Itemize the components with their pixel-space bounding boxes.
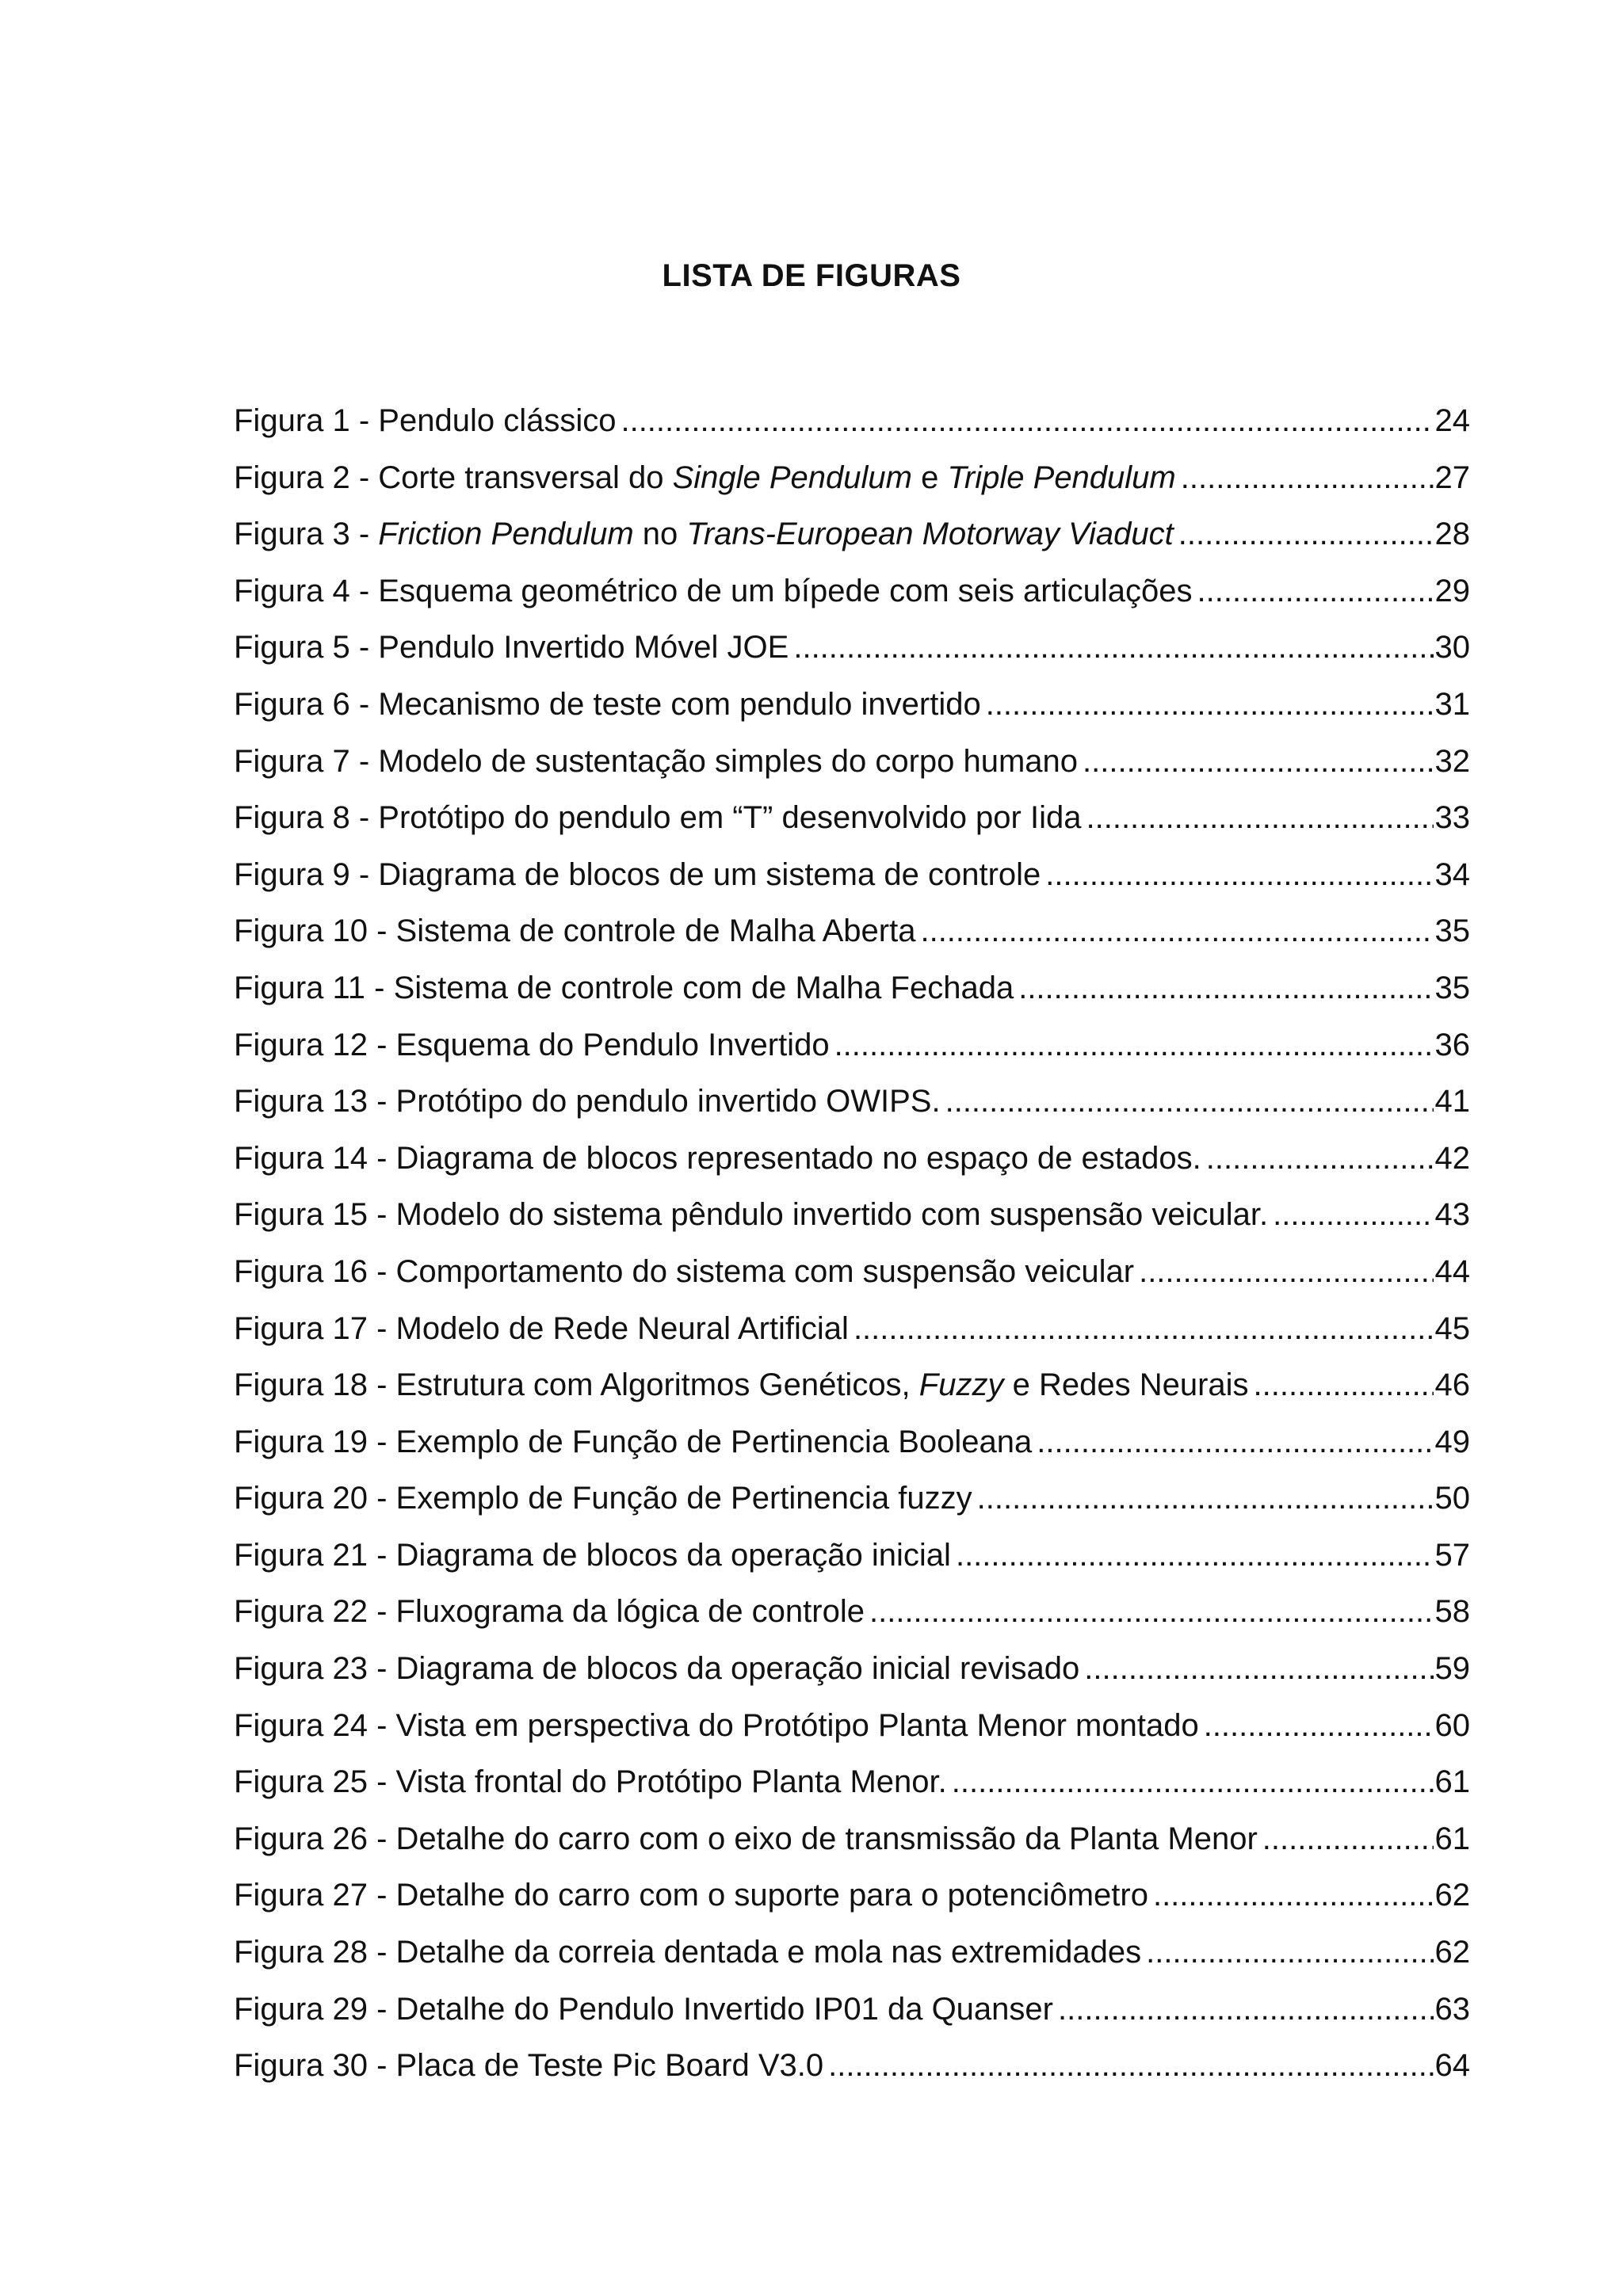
toc-entry[interactable] bbox=[234, 1875, 1470, 1932]
caption-segment: Triple Pendulum bbox=[947, 460, 1176, 495]
dot-leader bbox=[1037, 1421, 1433, 1463]
page-number: 33 bbox=[1434, 800, 1470, 836]
toc-entry[interactable] bbox=[234, 1648, 1470, 1705]
dot-leader bbox=[1178, 513, 1434, 555]
caption-segment: Figura 19 - Exemplo de Função de Pertinencia Booleana bbox=[234, 1424, 1033, 1459]
page-number: 63 bbox=[1434, 1991, 1470, 2027]
page-number: 35 bbox=[1434, 970, 1470, 1005]
toc-entry[interactable] bbox=[234, 741, 1470, 798]
toc-entry[interactable] bbox=[234, 797, 1470, 854]
dot-leader bbox=[828, 2045, 1433, 2086]
caption-segment: Figura 25 - Vista frontal do Protótipo Planta Menor. bbox=[234, 1764, 947, 1800]
toc-entry[interactable] bbox=[234, 513, 1470, 570]
figure-caption bbox=[234, 741, 1083, 782]
caption-segment: Figura 21 - Diagrama de blocos da operação inicial bbox=[234, 1537, 951, 1573]
page-title: LISTA DE FIGURAS bbox=[662, 258, 961, 293]
caption-segment: Figura 1 - Pendulo clássico bbox=[234, 403, 617, 438]
toc-entry[interactable] bbox=[234, 1705, 1470, 1762]
dot-leader bbox=[952, 1761, 1434, 1802]
caption-segment: Single Pendulum bbox=[672, 460, 912, 495]
toc-entry[interactable] bbox=[234, 2045, 1470, 2102]
figure-caption bbox=[234, 1138, 1206, 1179]
figure-caption bbox=[234, 1875, 1153, 1916]
figure-caption bbox=[234, 1421, 1037, 1463]
figure-caption bbox=[234, 1648, 1084, 1689]
page-number: 43 bbox=[1434, 1197, 1470, 1233]
figure-caption bbox=[234, 910, 920, 952]
figure-caption bbox=[234, 1535, 956, 1576]
caption-segment: Figura 7 - Modelo de sustentação simples do corpo humano bbox=[234, 743, 1079, 779]
dot-leader bbox=[854, 1308, 1434, 1349]
figure-caption bbox=[234, 1194, 1273, 1235]
toc-entry[interactable] bbox=[234, 570, 1470, 627]
page-number: 41 bbox=[1434, 1084, 1470, 1119]
caption-segment: Figura 6 - Mecanismo de teste com pendulo invertido bbox=[234, 686, 981, 722]
dot-leader bbox=[1262, 1818, 1434, 1859]
page-number: 32 bbox=[1434, 743, 1470, 779]
caption-segment: Figura 5 - Pendulo Invertido Móvel JOE bbox=[234, 630, 789, 666]
figure-caption bbox=[234, 1591, 869, 1632]
figure-caption bbox=[234, 1932, 1146, 1973]
figure-caption bbox=[234, 797, 1086, 838]
page-number: 29 bbox=[1434, 573, 1470, 608]
figure-caption bbox=[234, 1761, 952, 1802]
toc-entry[interactable] bbox=[234, 1024, 1470, 1081]
dot-leader bbox=[1146, 1932, 1433, 1973]
figure-caption bbox=[234, 1478, 977, 1519]
page-number: 57 bbox=[1434, 1537, 1470, 1573]
figure-caption bbox=[234, 1364, 1254, 1405]
toc-entry[interactable] bbox=[234, 910, 1470, 967]
toc-entry[interactable] bbox=[234, 1818, 1470, 1875]
caption-segment: Figura 18 - Estrutura com Algoritmos Genéticos, bbox=[234, 1367, 919, 1403]
page-number: 31 bbox=[1434, 686, 1470, 722]
dot-leader bbox=[793, 627, 1433, 668]
dot-leader bbox=[1045, 854, 1433, 895]
figure-caption bbox=[234, 1024, 834, 1066]
page-number: 28 bbox=[1434, 517, 1470, 552]
figure-caption bbox=[234, 1989, 1058, 2030]
dot-leader bbox=[1018, 967, 1433, 1009]
caption-segment: Figura 20 - Exemplo de Função de Pertinencia fuzzy bbox=[234, 1481, 972, 1516]
dot-leader bbox=[1254, 1364, 1434, 1405]
page-number: 35 bbox=[1434, 913, 1470, 949]
caption-segment: Figura 11 - Sistema de controle com de Malha Fechada bbox=[234, 970, 1014, 1005]
caption-segment: Figura 22 - Fluxograma da lógica de controle bbox=[234, 1594, 865, 1630]
dot-leader bbox=[1206, 1138, 1434, 1179]
caption-segment: Figura 28 - Detalhe da correia dentada e mola nas extremidades bbox=[234, 1935, 1142, 1970]
caption-segment: Friction Pendulum bbox=[378, 517, 634, 552]
figure-caption bbox=[234, 1705, 1204, 1746]
caption-segment: Figura 24 - Vista em perspectiva do Protótipo Planta Menor montado bbox=[234, 1707, 1199, 1743]
toc-entry[interactable] bbox=[234, 1251, 1470, 1308]
figure-caption bbox=[234, 684, 986, 725]
toc-entry[interactable] bbox=[234, 1478, 1470, 1535]
toc-entry[interactable] bbox=[234, 1932, 1470, 1989]
dot-leader bbox=[920, 910, 1433, 952]
page-number: 27 bbox=[1434, 460, 1470, 495]
caption-segment: Fuzzy bbox=[918, 1367, 1004, 1403]
page-number: 44 bbox=[1434, 1253, 1470, 1289]
dot-leader bbox=[956, 1535, 1434, 1576]
page-number: 64 bbox=[1434, 2048, 1470, 2084]
caption-segment: Figura 4 - Esquema geométrico de um bípede com seis articulações bbox=[234, 573, 1193, 608]
dot-leader bbox=[986, 684, 1434, 725]
toc-entry[interactable] bbox=[234, 1364, 1470, 1421]
dot-leader bbox=[1139, 1251, 1433, 1292]
page-number: 58 bbox=[1434, 1594, 1470, 1630]
dot-leader bbox=[621, 400, 1433, 441]
toc-entry[interactable] bbox=[234, 1138, 1470, 1195]
caption-segment: Figura 2 - Corte transversal do bbox=[234, 460, 673, 495]
dot-leader bbox=[1084, 1648, 1433, 1689]
caption-segment: Figura 29 - Detalhe do Pendulo Invertido IP01 da Quanser bbox=[234, 1991, 1053, 2027]
figure-caption bbox=[234, 1251, 1139, 1292]
dot-leader bbox=[945, 1081, 1434, 1122]
caption-segment: Figura 27 - Detalhe do carro com o suporte para o potenciômetro bbox=[234, 1878, 1148, 1913]
caption-segment: Figura 16 - Comportamento do sistema com suspensão veicular bbox=[234, 1253, 1135, 1289]
caption-segment: e bbox=[911, 460, 948, 495]
dot-leader bbox=[1086, 797, 1433, 838]
caption-segment: Figura 17 - Modelo de Rede Neural Artificial bbox=[234, 1310, 849, 1346]
caption-segment: Figura 13 - Protótipo do pendulo invertido OWIPS. bbox=[234, 1084, 941, 1119]
toc-entry[interactable] bbox=[234, 967, 1470, 1024]
page-number: 62 bbox=[1434, 1878, 1470, 1913]
caption-segment: Figura 10 - Sistema de controle de Malha Aberta bbox=[234, 913, 916, 949]
dot-leader bbox=[1181, 457, 1434, 498]
page-number: 34 bbox=[1434, 856, 1470, 892]
figure-caption bbox=[234, 2045, 828, 2086]
toc-entry[interactable] bbox=[234, 1308, 1470, 1365]
page-number: 62 bbox=[1434, 1935, 1470, 1970]
toc-entry[interactable] bbox=[234, 1081, 1470, 1138]
toc-entry[interactable] bbox=[234, 400, 1470, 457]
figure-caption bbox=[234, 1081, 945, 1122]
figure-caption bbox=[234, 570, 1197, 612]
caption-segment: no bbox=[633, 517, 687, 552]
figure-caption bbox=[234, 1818, 1262, 1859]
dot-leader bbox=[1273, 1194, 1433, 1235]
page-number: 45 bbox=[1434, 1310, 1470, 1346]
toc-entry[interactable] bbox=[234, 1194, 1470, 1251]
toc-entry[interactable] bbox=[234, 684, 1470, 741]
figure-caption bbox=[234, 1308, 854, 1349]
figure-caption bbox=[234, 627, 793, 668]
toc-entry[interactable] bbox=[234, 627, 1470, 684]
list-of-figures bbox=[234, 400, 1470, 2102]
caption-segment: Figura 30 - Placa de Teste Pic Board V3.0 bbox=[234, 2048, 824, 2084]
caption-segment: Figura 8 - Protótipo do pendulo em “T” desenvolvido por Iida bbox=[234, 800, 1082, 836]
page-number: 61 bbox=[1434, 1764, 1470, 1800]
dot-leader bbox=[1204, 1705, 1434, 1746]
page-number: 49 bbox=[1434, 1424, 1470, 1459]
caption-segment: Figura 3 - bbox=[234, 517, 379, 552]
toc-entry[interactable] bbox=[234, 1535, 1470, 1592]
toc-entry[interactable] bbox=[234, 854, 1470, 911]
page-number: 24 bbox=[1434, 403, 1470, 438]
page-number: 30 bbox=[1434, 630, 1470, 666]
figure-caption bbox=[234, 967, 1018, 1009]
caption-segment: Figura 14 - Diagrama de blocos representado no espaço de estados. bbox=[234, 1140, 1201, 1176]
page-number: 59 bbox=[1434, 1651, 1470, 1687]
dot-leader bbox=[1058, 1989, 1434, 2030]
dot-leader bbox=[1083, 741, 1433, 782]
caption-segment: Figura 12 - Esquema do Pendulo Invertido bbox=[234, 1027, 830, 1062]
dot-leader bbox=[977, 1478, 1434, 1519]
caption-segment: Figura 15 - Modelo do sistema pêndulo invertido com suspensão veicular. bbox=[234, 1197, 1269, 1233]
page-number: 36 bbox=[1434, 1027, 1470, 1062]
dot-leader bbox=[1197, 570, 1433, 612]
toc-entry[interactable] bbox=[234, 1591, 1470, 1648]
page-number: 60 bbox=[1434, 1707, 1470, 1743]
dot-leader bbox=[869, 1591, 1434, 1632]
figure-caption bbox=[234, 400, 621, 441]
page-number: 46 bbox=[1434, 1367, 1470, 1403]
toc-entry[interactable] bbox=[234, 1421, 1470, 1478]
caption-segment: Trans-European Motorway Viaduct bbox=[686, 517, 1174, 552]
dot-leader bbox=[1153, 1875, 1434, 1916]
caption-segment: Figura 26 - Detalhe do carro com o eixo de transmissão da Planta Menor bbox=[234, 1821, 1258, 1856]
toc-entry[interactable] bbox=[234, 457, 1470, 514]
caption-segment: Figura 9 - Diagrama de blocos de um sistema de controle bbox=[234, 856, 1041, 892]
figure-caption bbox=[234, 854, 1045, 895]
caption-segment: e Redes Neurais bbox=[1003, 1367, 1249, 1403]
toc-entry[interactable] bbox=[234, 1989, 1470, 2046]
figure-caption bbox=[234, 457, 1181, 498]
page-number: 61 bbox=[1434, 1821, 1470, 1856]
caption-segment: Figura 23 - Diagrama de blocos da operação inicial revisado bbox=[234, 1651, 1080, 1687]
figure-caption bbox=[234, 513, 1178, 555]
page-number: 42 bbox=[1434, 1140, 1470, 1176]
page-number: 50 bbox=[1434, 1481, 1470, 1516]
toc-entry[interactable] bbox=[234, 1761, 1470, 1818]
dot-leader bbox=[834, 1024, 1434, 1066]
